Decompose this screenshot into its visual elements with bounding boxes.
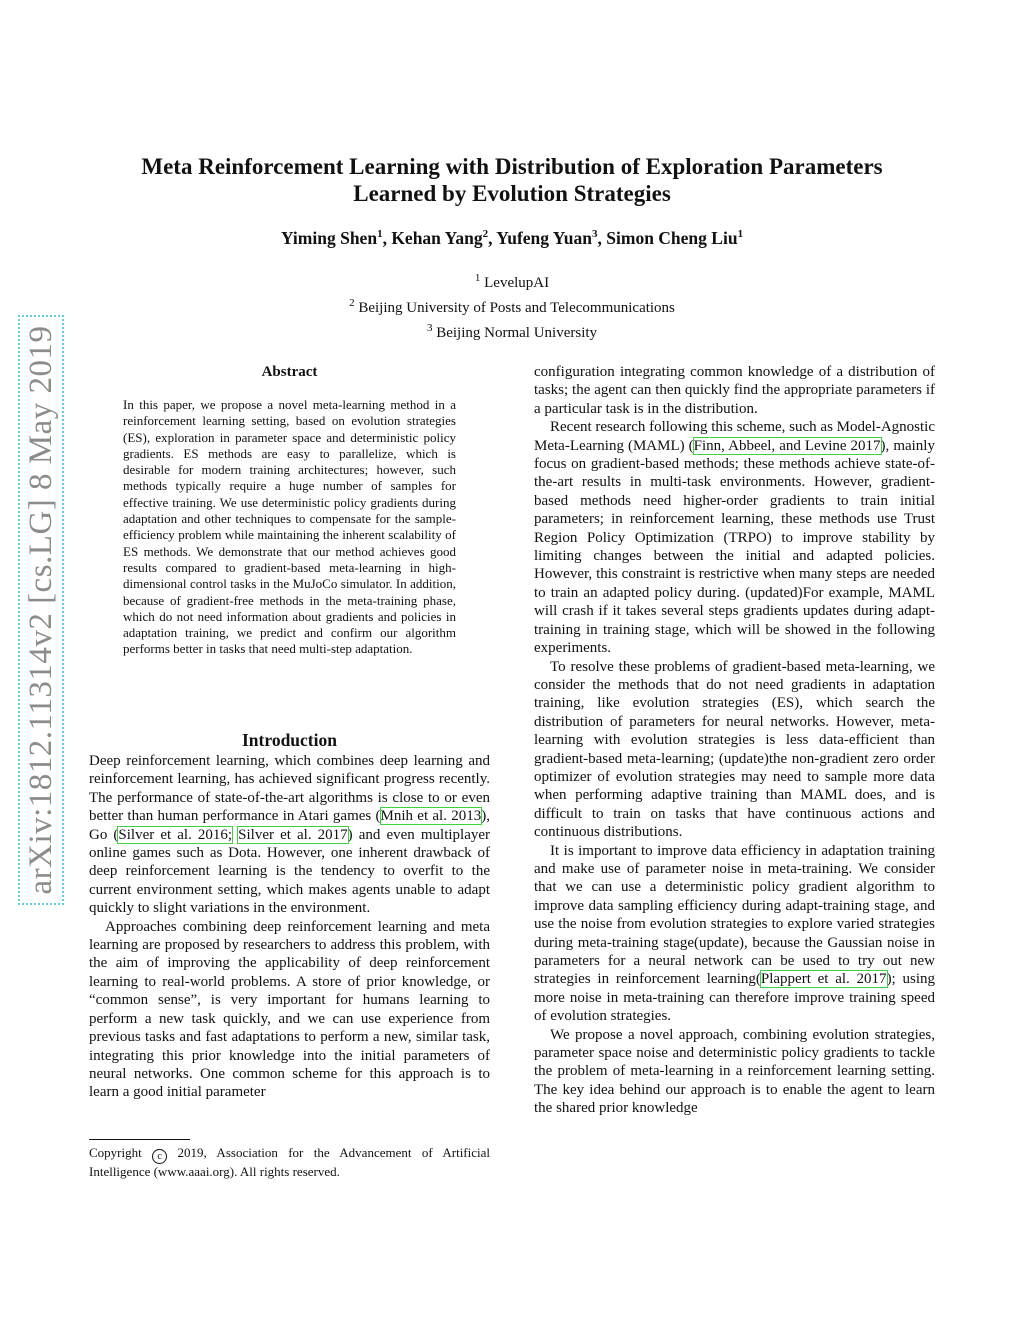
- abstract-body: In this paper, we propose a novel meta-learning method in a reinforcement learning setting, based on evolution strategies (ES), exploration in parameter space and deterministic policy gradients. ES methods are easy to parallelize, which is desirable for modern training architectures; however, such methods typically require a huge number of samples for effective training. We use deterministic policy gradients during adaptation and other techniques to compensate for the sample-efficiency problem while maintaining the inherent scalability of ES methods. We demonstrate that our method achieves good results compared to gradient-based meta-learning in high-dimensional control tasks in the MuJoCo simulator. In addition, because of gradient-free methods in the meta-training phase, which do not need information about gradients and policies in adaptation training, we predict and confirm our algorithm performs better in tasks that need multi-step adaptation.: [123, 397, 456, 657]
- author-name: Simon Cheng Liu: [606, 228, 738, 248]
- author-affiliation-mark: 1: [377, 228, 383, 241]
- citation-link[interactable]: Plappert et al. 2017: [760, 971, 887, 988]
- intro-paragraph-1: [89, 752, 490, 918]
- body-paragraph: To resolve these problems of gradient-based meta-learning, we consider the methods that do not need gradients in adaptation training, like evolution strategies (ES), which search the distribution of parameters for neural networks. However, meta-learning with evolution strategies is less data-efficient than gradient-based meta-learning; (update)the non-gradient zero order optimizer of evolution strategies may need to sample more data when performing adaptive training than MAML does, and is difficult to train on tasks that have continuous actions and continuous distributions.: [534, 658, 935, 841]
- body-paragraph: [534, 842, 935, 1026]
- text-run: Recent research following this scheme, such as Model-Agnostic Meta-Learning (MAML) (: [534, 419, 935, 454]
- author-affiliation-mark: 3: [592, 228, 598, 241]
- body-paragraph: We propose a novel approach, combining evolution strategies, parameter space noise and deterministic policy gradients to tackle the problem of meta-learning in a reinforcement learning setting. The key idea behind our approach is to enable the agent to learn the shared prior knowledge: [534, 1026, 935, 1117]
- affiliation-item: [100, 268, 924, 293]
- text-run: ); using more noise in meta-training can therefore improve training speed of evolution strategies.: [534, 971, 935, 1025]
- footnote-rule: [89, 1139, 190, 1140]
- right-column-text: [534, 363, 935, 1118]
- abstract-heading: Abstract: [261, 364, 318, 380]
- affiliation-list: [100, 268, 924, 343]
- arxiv-identifier: arXiv:1812.11314v2 [cs.LG] 8 May 2019: [22, 325, 59, 895]
- left-column-text: [89, 752, 490, 1102]
- citation-link[interactable]: Silver et al. 2016;: [118, 826, 233, 843]
- citation-link[interactable]: Finn, Abbeel, and Levine 2017: [693, 437, 881, 454]
- title-line-2: Learned by Evolution Strategies: [353, 181, 671, 206]
- copyright-symbol-icon: c: [152, 1149, 167, 1164]
- text-run: ), mainly focus on gradient-based methods; these methods achieve state-of-the-art results in multi-task environments. However, gradient-based methods need higher-order gradients to train initial parameters; in reinforcement learning, these methods use Trust Region Policy Optimization (TRPO) to improve stability by limiting changes between the initial and adapted policies. However, this constraint is restrictive when many steps are needed to train an adapted policy during. (updated)For example, MAML will crash if it takes several steps gradients updates during adapt-training in training stage, which will be showed in the following experiments.: [534, 437, 935, 657]
- affiliation-name: LevelupAI: [484, 275, 550, 291]
- affiliation-number: 3: [426, 322, 433, 334]
- text-run: Deep reinforcement learning, which combines deep learning and reinforcement learning, has achieved significant progress recently. The performance of state-of-the-art algorithms is close to or even better than human performance in Atari games (: [89, 753, 490, 825]
- text-run: ), Go (: [89, 808, 491, 843]
- text-run: 2019, Association for the Advancement of Artificial Intelligence (www.aaai.org). All rights reserved.: [89, 1145, 491, 1179]
- affiliation-item: [100, 293, 924, 318]
- author-list: Yiming Shen$^1$, Kehan Yang$^2$, Yufeng Yuan$^3$, Simon Cheng Liu$^1$: [280, 228, 744, 248]
- body-paragraph: configuration integrating common knowledge of a distribution of tasks; the agent can then quickly find the appropriate parameters if a particular task is in the distribution.: [534, 364, 935, 417]
- author-name: Yufeng Yuan: [496, 228, 593, 248]
- body-paragraph: [534, 418, 935, 657]
- author-name: Kehan Yang: [391, 228, 483, 248]
- copyright-footnote: [89, 1145, 490, 1181]
- affiliation-number: 1: [474, 272, 481, 284]
- affiliation-item: [100, 318, 924, 343]
- text-run: Copyright: [89, 1145, 142, 1160]
- arxiv-side-stamp: [18, 315, 64, 905]
- introduction-heading: Introduction: [242, 730, 337, 750]
- paper-title: [100, 153, 924, 207]
- author-name: Yiming Shen: [280, 228, 378, 248]
- affiliation-number: 2: [349, 297, 355, 309]
- author-affiliation-mark: 2: [482, 228, 489, 241]
- citation-link[interactable]: Mnih et al. 2013: [380, 808, 482, 825]
- intro-paragraph-2: Approaches combining deep reinforcement learning and meta learning are proposed by researchers to address this problem, with the aim of improving the applicability of deep reinforcement learning to real-world problems. A store of prior knowledge, or “common sense”, is very important for humans learning to perform a new task quickly, and we can use experience from previous tasks and fast adaptations to perform a new, similar task, integrating this prior knowledge into the initial parameters of neural networks. One common scheme for this approach is to learn a good initial parameter: [89, 918, 490, 1101]
- affiliation-name: Beijing Normal University: [436, 325, 598, 341]
- text-run: ) and even multiplayer online games such as Dota. However, one inherent drawback of deep reinforcement learning is the tendency to overfit to the current environment setting, which makes agents unable to adapt quickly to slight variations in the environment.: [89, 826, 491, 917]
- citation-link[interactable]: Silver et al. 2017: [238, 826, 348, 843]
- text-run: It is important to improve data efficiency in adaptation training and make use of parameter noise in meta-training. We consider that we can use a deterministic policy gradient algorithm to improve data sampling efficiency during adapt-training stage, and use the noise from evolution strategies to explore varied strategies during meta-training stage(update), because the Gaussian noise in parameters for a neural network can be used to try out new strategies in reinforcement learning(: [534, 842, 935, 988]
- author-affiliation-mark: 1: [737, 228, 744, 241]
- title-line-1: Meta Reinforcement Learning with Distribution of Exploration Parameters: [141, 154, 883, 179]
- affiliation-name: Beijing University of Posts and Telecommunications: [358, 300, 675, 316]
